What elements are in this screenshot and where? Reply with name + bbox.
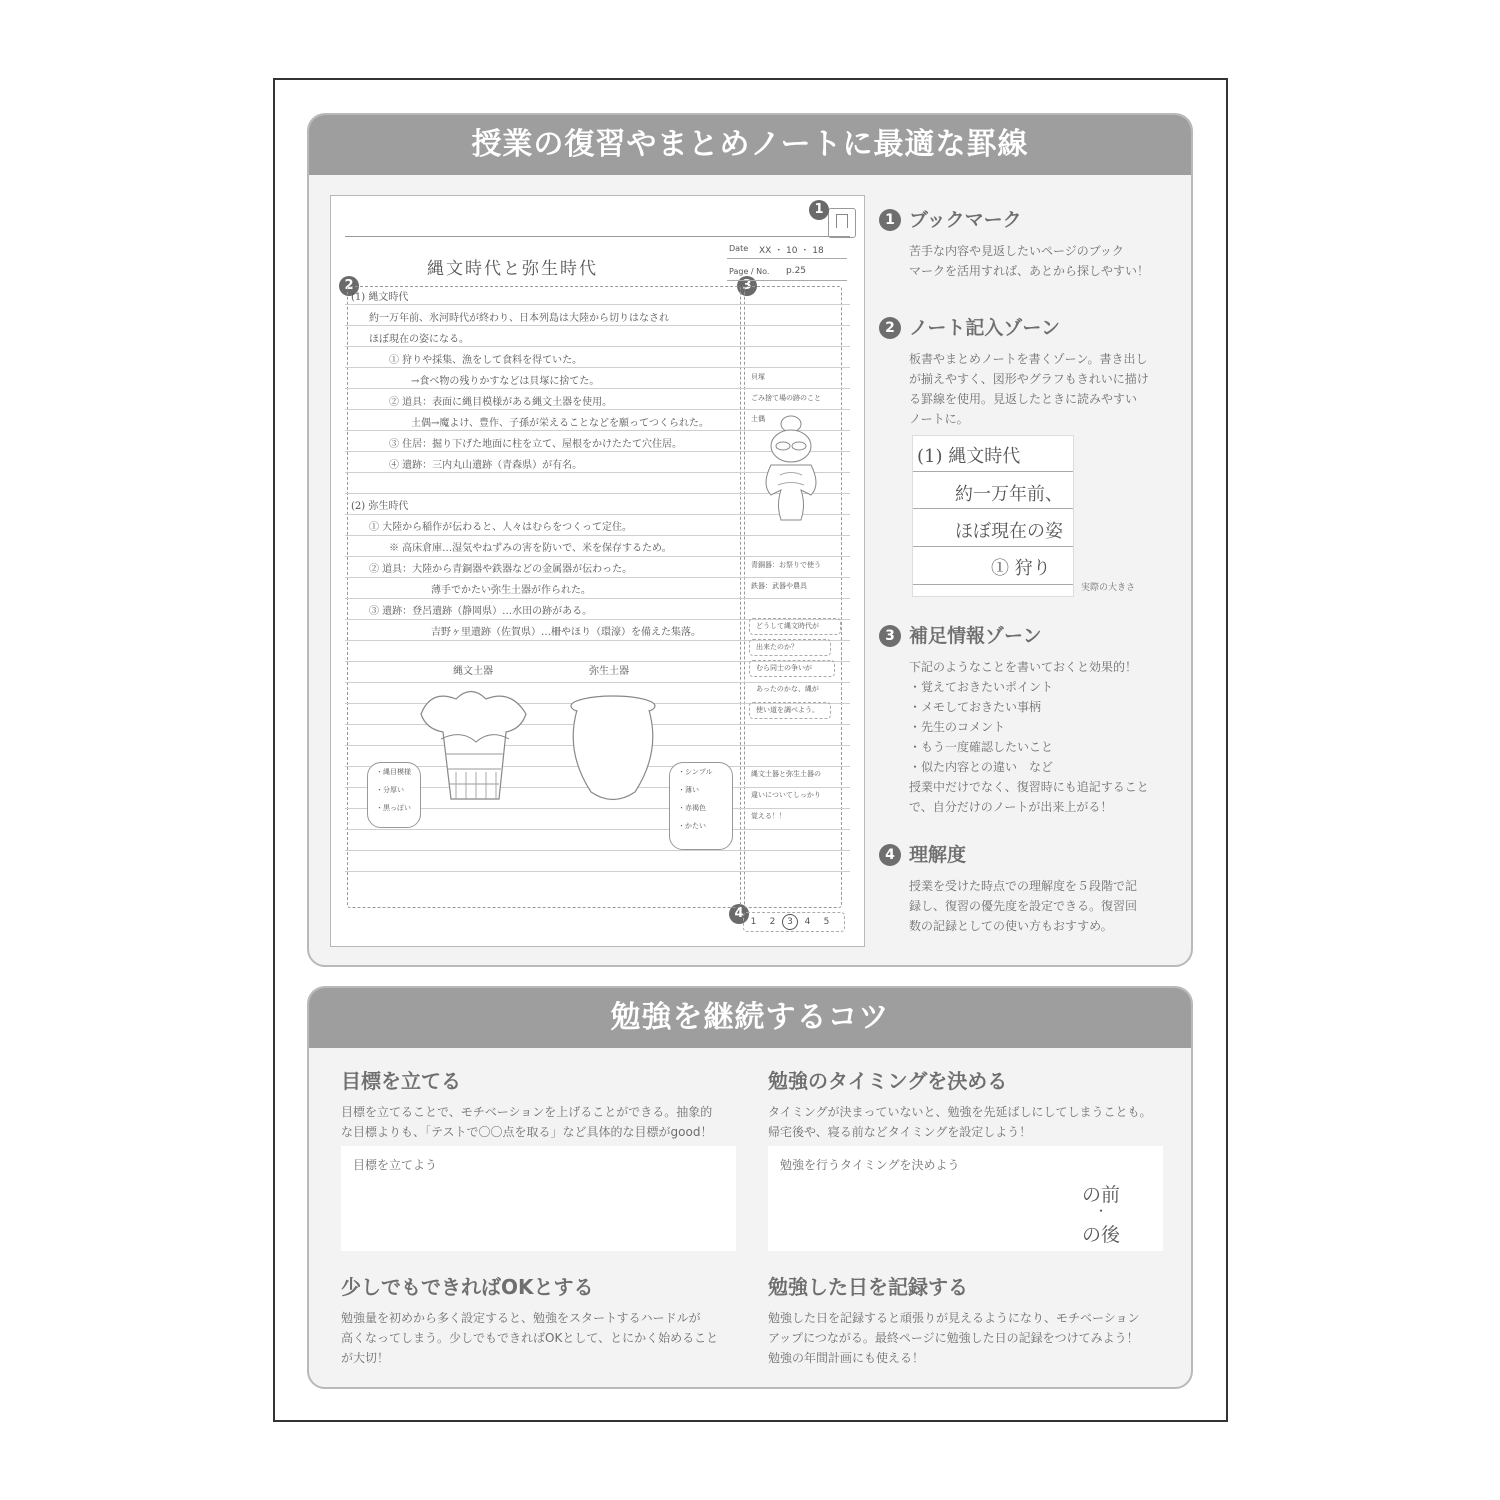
side-note: 違いについてしっかり bbox=[751, 791, 821, 799]
section-title: 理解度 bbox=[909, 844, 967, 866]
page-label: Page / No. bbox=[729, 267, 770, 276]
section-text: ノートに。 bbox=[909, 412, 969, 426]
note-line: 吉野ヶ里遺跡（佐賀県）…柵やほり（環濠）を備えた集落。 bbox=[431, 627, 701, 638]
side-note: 出来たのか？ bbox=[756, 643, 798, 651]
section-text: マークを活用すれば、あとから探しやすい！ bbox=[909, 264, 1150, 278]
side-note: あったのかな、縄が bbox=[756, 685, 819, 693]
note-line: 土偶→魔よけ、豊作、子孫が栄えることなどを願ってつくられた。 bbox=[411, 418, 709, 429]
panel-title: 授業の復習やまとめノートに最適な罫線 bbox=[309, 115, 1191, 175]
section-note-zone bbox=[879, 315, 1169, 429]
side-note: 覚える！！ bbox=[751, 812, 786, 820]
header-rule bbox=[345, 236, 850, 237]
side-note: 使い道を調べよう。 bbox=[756, 706, 819, 714]
marker-1: 1 bbox=[809, 200, 829, 220]
section-understanding bbox=[879, 842, 1169, 936]
side-note: ごみ捨て場の跡のこと bbox=[751, 394, 821, 402]
sample-rule bbox=[913, 584, 1073, 585]
note-line: ほぼ現在の姿になる。 bbox=[369, 334, 469, 345]
sample-text: ほぼ現在の姿 bbox=[955, 521, 1063, 542]
ruled-line bbox=[345, 346, 850, 347]
study-tips-panel bbox=[307, 986, 1193, 1389]
section-text: ・似た内容との違い など bbox=[909, 760, 1054, 774]
section-number: 1 bbox=[879, 209, 901, 231]
understanding-scale bbox=[743, 912, 845, 932]
section-text: 授業を受けた時点での理解度を５段階で記 bbox=[909, 879, 1138, 893]
note-line: ③ 遺跡：登呂遺跡（静岡県）…水田の跡がある。 bbox=[369, 606, 593, 617]
ruled-line bbox=[345, 367, 850, 368]
yayoi-pot-illustration bbox=[563, 692, 663, 812]
section-text: が揃えやすく、図形やグラフもきれいに描け bbox=[909, 372, 1149, 386]
before-label: の前 bbox=[1081, 1184, 1120, 1206]
tip-title: 勉強した日を記録する bbox=[768, 1275, 968, 1299]
section-text: ・先生のコメント bbox=[909, 720, 1006, 734]
tip-text: アップにつながる。最終ページに勉強した日の記録をつけてみよう！ bbox=[768, 1331, 1139, 1345]
section-text: 下記のようなことを書いておくと効果的！ bbox=[909, 660, 1138, 674]
ruled-line bbox=[345, 388, 850, 389]
marker-2: 2 bbox=[339, 276, 359, 296]
scale-2[interactable]: 2 bbox=[769, 917, 776, 927]
note-line: →食べ物の残りかすなどは貝塚に捨てた。 bbox=[411, 376, 600, 387]
bubble-text: ・分厚い bbox=[376, 786, 404, 794]
section-text: 数の記録としての使い方もおすすめ。 bbox=[909, 919, 1113, 933]
goal-input-box[interactable] bbox=[341, 1146, 736, 1251]
tip-text: 高くなってしまう。少しでもできればOKとして、とにかく始めること bbox=[341, 1331, 719, 1345]
sample-text: 約一万年前、 bbox=[955, 484, 1063, 505]
speech-bubble-yayoi bbox=[669, 762, 733, 850]
note-line: ③ 住居：掘り下げた地面に柱を立て、屋根をかけたたて穴住居。 bbox=[389, 439, 682, 450]
side-note: 鉄器：武器や農具 bbox=[751, 582, 807, 590]
bubble-text: ・シンプル bbox=[678, 768, 713, 776]
page-value: p.25 bbox=[786, 266, 807, 276]
bubble-text: ・かたい bbox=[678, 822, 706, 830]
sample-caption: 実際の大きさ bbox=[1081, 583, 1136, 593]
ruled-line bbox=[345, 304, 850, 305]
section-title: 補足情報ゾーン bbox=[909, 625, 1042, 647]
note-line: 薄手でかたい弥生土器が作られた。 bbox=[431, 585, 591, 596]
bubble-text: ・薄い bbox=[678, 786, 699, 794]
side-note: むら同士の争いが bbox=[756, 664, 812, 672]
timing-input-box[interactable] bbox=[768, 1146, 1163, 1251]
note-line: ② 道具：大陸から青銅器や鉄器などの金属器が伝わった。 bbox=[369, 564, 633, 575]
section-text: ・覚えておきたいポイント bbox=[909, 680, 1054, 694]
sample-text: ① 狩り bbox=[991, 558, 1051, 579]
section-title: ノート記入ゾーン bbox=[909, 317, 1061, 339]
ruled-line bbox=[345, 535, 850, 536]
sample-rule bbox=[913, 471, 1073, 472]
side-note: 縄文土器と弥生土器の bbox=[751, 770, 821, 778]
actual-size-sample bbox=[912, 435, 1074, 597]
note-line: ① 狩りや採集、漁をして食料を得ていた。 bbox=[389, 355, 583, 366]
section-bookmark bbox=[879, 207, 1169, 281]
note-line: (1) 縄文時代 bbox=[351, 292, 409, 303]
note-line: ④ 遺跡：三内丸山遺跡（青森県）が有名。 bbox=[389, 460, 583, 471]
notebook-title: 縄文時代と弥生時代 bbox=[427, 259, 598, 279]
tip-text: 勉強の年間計画にも使える！ bbox=[768, 1351, 925, 1365]
section-text: ・もう一度確認したいこと bbox=[909, 740, 1054, 754]
timing-box-label: 勉強を行うタイミングを決めよう bbox=[780, 1158, 960, 1172]
tip-small-ok bbox=[341, 1272, 736, 1368]
scale-1[interactable]: 1 bbox=[750, 917, 757, 927]
sample-rule bbox=[913, 508, 1073, 509]
pot-label-jomon: 縄文土器 bbox=[453, 666, 493, 677]
tip-text: 帰宅後や、寝る前などタイミングを設定しよう！ bbox=[768, 1125, 1032, 1139]
goal-box-label: 目標を立てよう bbox=[353, 1158, 438, 1172]
pot-label-yayoi: 弥生土器 bbox=[589, 666, 629, 677]
section-number: 3 bbox=[879, 625, 901, 647]
ruled-line bbox=[345, 682, 850, 683]
tip-record-days bbox=[768, 1272, 1163, 1368]
side-note: 青銅器：お祭りで使う bbox=[751, 561, 821, 569]
section-text: 苦手な内容や見返したいページのブック bbox=[909, 244, 1124, 258]
tip-title: 目標を立てる bbox=[341, 1069, 461, 1093]
notebook-sample bbox=[330, 195, 865, 947]
tip-text: 勉強量を初めから多く設定すると、勉強をスタートするハードルが bbox=[341, 1311, 701, 1325]
note-line: (2) 弥生時代 bbox=[351, 501, 409, 512]
section-text: ・メモしておきたい事柄 bbox=[909, 700, 1042, 714]
section-number: 4 bbox=[879, 844, 901, 866]
note-line: ※ 高床倉庫…湿気やねずみの害を防いで、米を保存するため。 bbox=[389, 543, 672, 554]
ruled-line-panel bbox=[307, 113, 1193, 967]
panel-title: 勉強を継続するコツ bbox=[309, 988, 1191, 1048]
bubble-text: ・縄目模様 bbox=[376, 768, 411, 776]
section-number: 2 bbox=[879, 317, 901, 339]
tip-title: 少しでもできればOKとする bbox=[341, 1275, 594, 1299]
jomon-pot-illustration bbox=[411, 684, 541, 819]
note-line: ① 大陸から稲作が伝わると、人々はむらをつくって定住。 bbox=[369, 522, 632, 533]
scale-3[interactable]: 3 bbox=[782, 914, 798, 930]
section-text: 録し、復習の優先度を設定できる。復習回 bbox=[909, 899, 1138, 913]
side-note: 貝塚 bbox=[751, 373, 765, 381]
ruled-line bbox=[345, 850, 850, 851]
separator-dot: ・ bbox=[1094, 1204, 1107, 1218]
marker-4: 4 bbox=[729, 904, 749, 924]
page-rule bbox=[727, 280, 847, 281]
marker-3: 3 bbox=[737, 276, 757, 296]
section-text: る罫線を使用。見返したときに読みやすい bbox=[909, 392, 1138, 406]
section-text: 授業中だけでなく、復習時にも追記すること bbox=[909, 780, 1149, 794]
bubble-text: ・赤褐色 bbox=[678, 804, 706, 812]
side-note: 土偶 bbox=[751, 415, 765, 423]
ruled-line bbox=[345, 325, 850, 326]
ruled-line bbox=[345, 829, 850, 830]
tip-text: 目標を立てることで、モチベーションを上げることができる。抽象的 bbox=[341, 1105, 713, 1119]
speech-bubble-jomon bbox=[367, 762, 421, 828]
section-text: 板書やまとめノートを書くゾーン。書き出し bbox=[909, 352, 1148, 366]
note-line: 約一万年前、氷河時代が終わり、日本列島は大陸から切りはなされ bbox=[369, 313, 669, 324]
ruled-line bbox=[345, 598, 850, 599]
side-note: どうして縄文時代が bbox=[756, 622, 819, 630]
section-supplement-zone bbox=[879, 623, 1169, 817]
ruled-line bbox=[345, 556, 850, 557]
dogu-figure-illustration bbox=[756, 410, 826, 530]
section-title: ブックマーク bbox=[909, 209, 1022, 231]
scale-5[interactable]: 5 bbox=[823, 917, 830, 927]
tip-timing bbox=[768, 1066, 1163, 1142]
tip-text: が大切！ bbox=[341, 1351, 390, 1365]
tip-title: 勉強のタイミングを決める bbox=[768, 1069, 1008, 1093]
bubble-text: ・黒っぽい bbox=[376, 804, 411, 812]
after-label: の後 bbox=[1081, 1224, 1120, 1246]
scale-4[interactable]: 4 bbox=[804, 917, 811, 927]
ruled-line bbox=[345, 871, 850, 872]
date-rule bbox=[727, 258, 847, 259]
tip-text: 勉強した日を記録すると頑張りが見えるようになり、モチベーション bbox=[768, 1311, 1140, 1325]
sample-rule bbox=[913, 546, 1073, 547]
note-line: ② 道具：表面に縄目模様がある縄文土器を使用。 bbox=[389, 397, 613, 408]
sample-text: (1) 縄文時代 bbox=[917, 446, 1021, 467]
bookmark-icon bbox=[828, 208, 856, 238]
date-label: Date bbox=[729, 244, 749, 253]
tip-set-goal bbox=[341, 1066, 736, 1142]
date-value: XX ・ 10 ・ 18 bbox=[759, 246, 824, 256]
tip-text: タイミングが決まっていないと、勉強を先延ばしにしてしまうことも。 bbox=[768, 1105, 1152, 1119]
section-text: で、自分だけのノートが出来上がる！ bbox=[909, 800, 1113, 814]
ruled-line bbox=[345, 577, 850, 578]
tip-text: な目標よりも、「テストで〇〇点を取る」など具体的な目標がgood！ bbox=[341, 1125, 713, 1139]
